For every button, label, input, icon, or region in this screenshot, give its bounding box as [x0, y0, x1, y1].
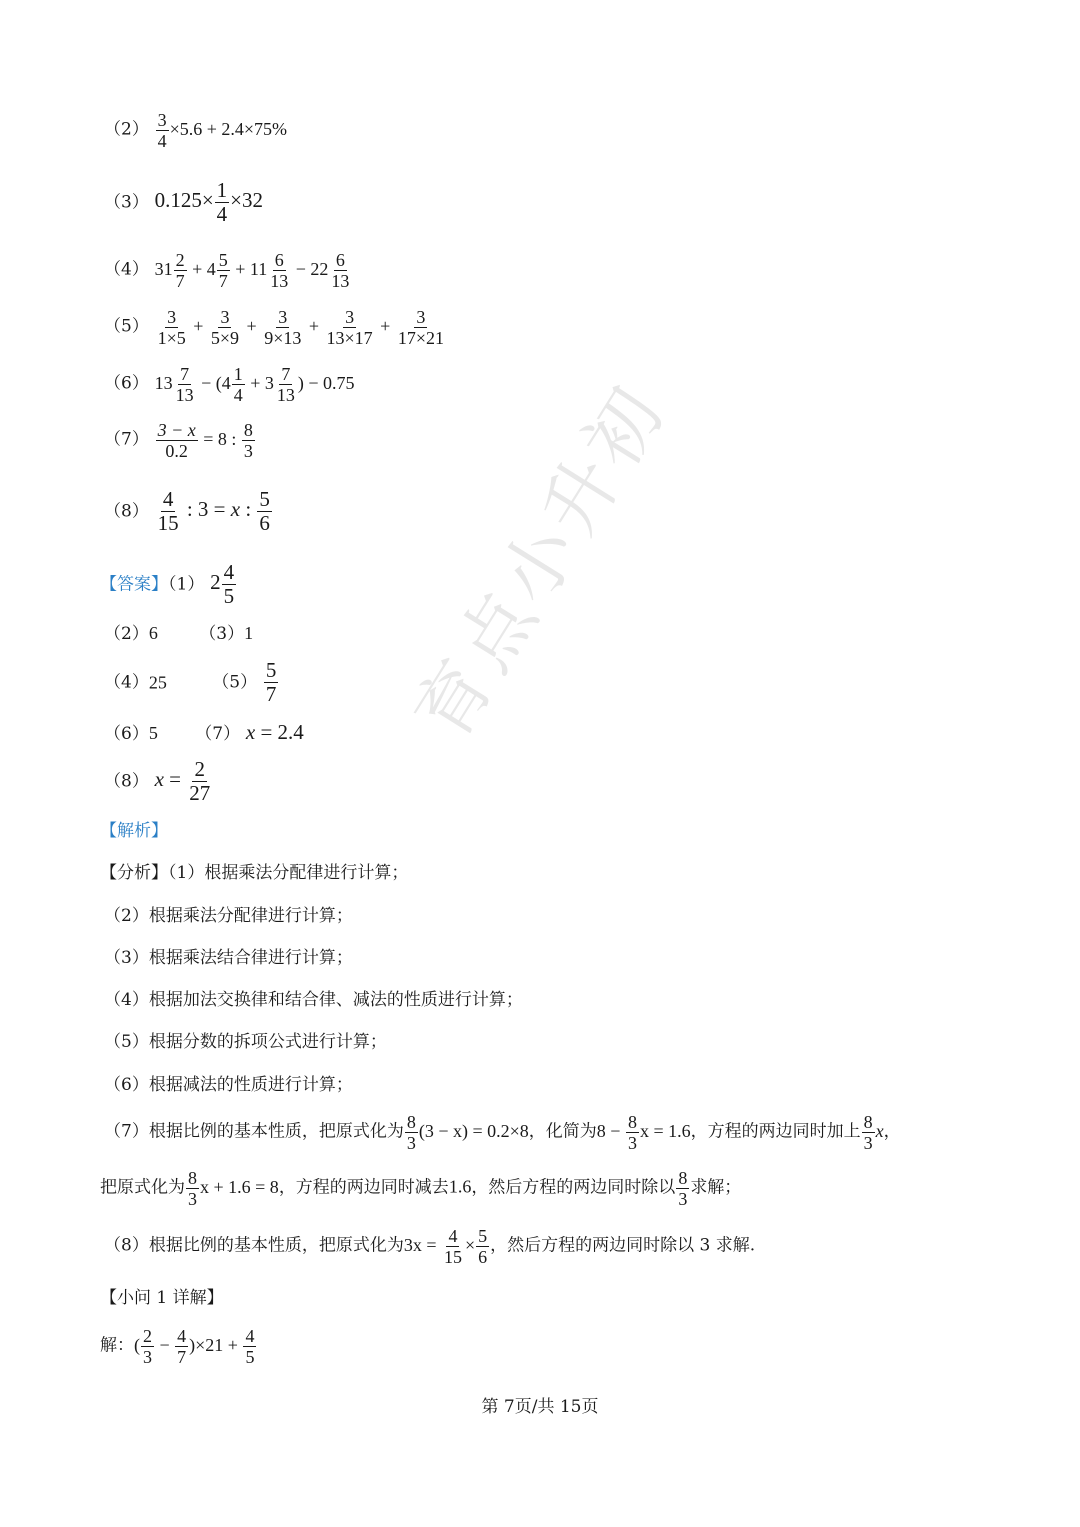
question-8: （8） $\frac{4}{15}$ : 3 = x : $\frac{5}{6}$	[104, 487, 270, 535]
fraction: $\frac{3 - x}{0.2}$	[157, 420, 196, 461]
analysis-p5: （5）根据分数的拆项公式进行计算；	[104, 1032, 387, 1052]
answer-1: 【答案】（1） 2 $\frac{4}{5}$	[100, 560, 235, 608]
detail-heading: 【小问 1 详解】	[100, 1288, 224, 1308]
fraction: $\frac{3}{13\times 17}$	[326, 307, 373, 348]
answer-2-3: （2）6 （3）1	[104, 623, 254, 644]
question-number: （8）	[104, 501, 149, 522]
question-number: （6）	[104, 373, 149, 394]
fraction: $\frac{8}{3}$	[627, 1112, 637, 1153]
answer-value: 1	[244, 623, 254, 643]
fraction: $\frac{2}{7}$	[175, 250, 185, 291]
analysis-p7-line2: 把原式化为 $\frac{8}{3}$ x + 1.6 = 8，方程的两边同时减去1.6，然后方程的两边同时除以 $\frac{8}{3}$ 求解；	[100, 1168, 742, 1209]
question-3	[104, 179, 263, 226]
answer-value: 5	[148, 723, 158, 743]
analysis-p7-line1: （7）根据比例的基本性质，把原式化为 $\frac{8}{3}$ (3 − x) = 0.2×8，化简为8 − $\frac{8}{3}$ x = 1.6，方程的两边同时加上 $\frac{8}{3}$ x，	[104, 1112, 901, 1153]
fraction: $\frac{8}{3}$	[678, 1168, 688, 1209]
fraction: $\frac{8}{3}$	[406, 1112, 416, 1153]
expression-text: ×5.6 + 2.4×75%	[169, 118, 288, 139]
fraction: $\frac{5}{7}$	[265, 658, 277, 706]
watermark: 育点小升初	[398, 369, 684, 755]
analysis-p4: （4）根据加法交换律和结合律、减法的性质进行计算；	[104, 990, 523, 1010]
fraction: $\frac{4}{15}$	[157, 487, 179, 535]
answer-number: （1）	[168, 574, 205, 595]
fraction: $\frac{5}{6}$	[478, 1226, 488, 1267]
answer-8: （8） x = $\frac{2}{27}$	[104, 757, 211, 805]
question-4: （4） 31 $\frac{2}{7}$ + 4 $\frac{5}{7}$ + 11 $\frac{6}{13}$ − 22 $\frac{6}{13}$	[104, 250, 350, 291]
question-6: （6） 13 $\frac{7}{13}$ − (4 $\frac{1}{4}$ + 3 $\frac{7}{13}$ ) − 0.75	[104, 364, 355, 405]
question-5: （5） $\frac{3}{1\times 5}$ + $\frac{3}{5\times 9}$ + $\frac{3}{9\times 13}$ + $\frac{3}{13\times 17}$ + $\frac{3}{17\times 21}$	[104, 307, 444, 348]
fraction: $\frac{3}{4}$	[157, 110, 167, 151]
question-7: （7） $\frac{3 - x}{0.2}$ = 8 : $\frac{8}{3}$	[104, 420, 253, 461]
analysis-p2: （2）根据乘法分配律进行计算；	[104, 906, 353, 926]
fraction: $\frac{3}{9\times 13}$	[264, 307, 302, 348]
fraction: $\frac{1}{4}$	[233, 364, 243, 405]
fraction: $\frac{3}{17\times 21}$	[397, 307, 444, 348]
expression-text: ×32	[230, 188, 263, 213]
detail-solution: 解：( $\frac{2}{3}$ − $\frac{4}{7}$ )×21 + $\frac{4}{5}$	[100, 1326, 255, 1367]
fraction: $\frac{3}{5\times 9}$	[210, 307, 240, 348]
analysis-tag: 【解析】	[100, 821, 168, 841]
analysis-p8: （8）根据比例的基本性质，把原式化为3x = $\frac{4}{15}$ × $\frac{5}{6}$ ，然后方程的两边同时除以 3 求解.	[104, 1226, 756, 1267]
fraction: $\frac{7}{13}$	[175, 364, 194, 405]
fraction: $\frac{8}{3}$	[188, 1168, 197, 1209]
fraction: $\frac{4}{15}$	[443, 1226, 462, 1267]
fraction: $\frac{4}{7}$	[177, 1326, 187, 1367]
answer-value: 6	[148, 623, 158, 643]
question-number: （5）	[104, 316, 149, 337]
question-2	[104, 110, 287, 151]
question-number: （4）	[104, 259, 149, 280]
fraction: $\frac{2}{3}$	[143, 1326, 152, 1367]
fraction: $\frac{4}{5}$	[223, 560, 235, 608]
answer-4-5: （4）25 （5） $\frac{5}{7}$	[104, 658, 277, 706]
fraction: $\frac{1}{4}$	[216, 178, 228, 226]
fraction: $\frac{3}{1\times 5}$	[157, 307, 186, 348]
fraction: $\frac{2}{27}$	[189, 757, 211, 805]
fraction: $\frac{6}{13}$	[270, 250, 289, 291]
fraction: $\frac{8}{3}$	[863, 1112, 873, 1153]
expression-text: 0.125×	[154, 188, 214, 213]
answer-6-7: （6）5 （7） x = 2.4	[104, 720, 304, 744]
fraction: $\frac{5}{7}$	[218, 250, 228, 291]
fenxi-tag: 【分析】	[100, 863, 168, 883]
answer-value: 25	[148, 672, 167, 693]
question-number: （2）	[104, 119, 149, 140]
fraction: $\frac{5}{6}$	[259, 487, 270, 535]
question-number: （3）	[104, 192, 149, 213]
question-number: （7）	[104, 429, 149, 450]
answer-tag: 【答案】	[100, 574, 168, 595]
analysis-p1: 【分析】（1）根据乘法分配律进行计算；	[100, 863, 409, 883]
page-footer: 第 7页/共 15页	[481, 1397, 599, 1417]
fraction: $\frac{8}{3}$	[243, 420, 253, 461]
analysis-p3: （3）根据乘法结合律进行计算；	[104, 948, 353, 968]
analysis-p6: （6）根据减法的性质进行计算；	[104, 1075, 353, 1095]
fraction: $\frac{7}{13}$	[276, 364, 295, 405]
fraction: $\frac{6}{13}$	[331, 250, 350, 291]
fraction: $\frac{4}{5}$	[245, 1326, 255, 1367]
